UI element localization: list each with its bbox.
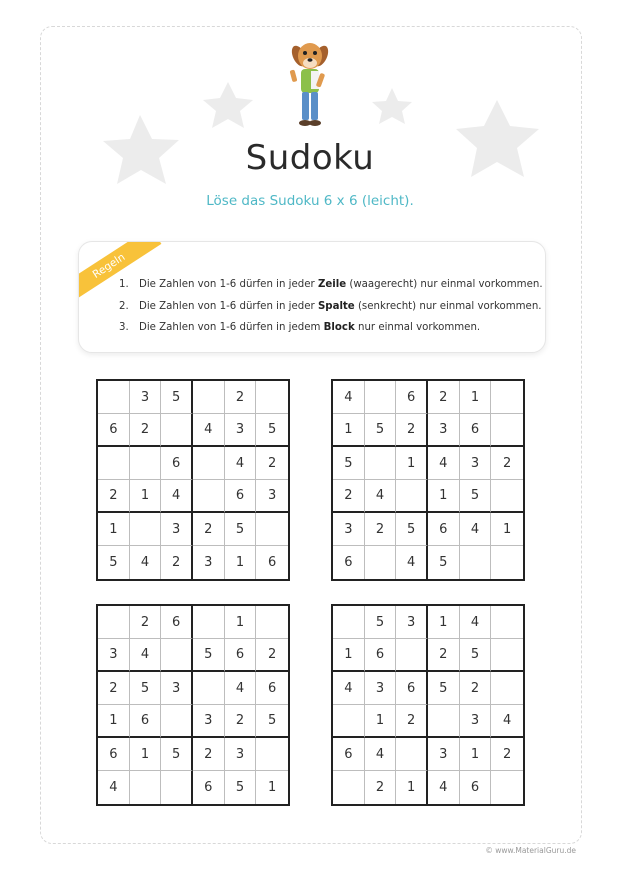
sudoku-cell: 5 (193, 639, 225, 672)
sudoku-cell: 4 (225, 672, 257, 705)
sudoku-cell[interactable] (491, 381, 523, 414)
rule-text: Die Zahlen von 1-6 dürfen in jedem (139, 322, 324, 333)
sudoku-cell[interactable] (193, 480, 225, 513)
sudoku-cell[interactable] (333, 705, 365, 738)
sudoku-cell: 3 (161, 672, 193, 705)
sudoku-cell[interactable] (193, 672, 225, 705)
sudoku-cell: 2 (396, 705, 428, 738)
sudoku-cell[interactable] (396, 480, 428, 513)
sudoku-cell: 2 (491, 447, 523, 480)
rule-text: nur einmal vorkommen. (354, 322, 481, 333)
sudoku-cell: 6 (225, 480, 257, 513)
sudoku-grid-2 (331, 379, 525, 581)
sudoku-cell: 3 (333, 513, 365, 546)
page-subtitle: Löse das Sudoku 6 x 6 (leicht). (206, 193, 414, 209)
sudoku-cell: 2 (365, 513, 397, 546)
sudoku-cell[interactable] (365, 546, 397, 579)
sudoku-grid-1 (96, 379, 290, 581)
sudoku-cell: 5 (256, 705, 288, 738)
sudoku-cell: 3 (225, 738, 257, 771)
sudoku-cell: 5 (256, 414, 288, 447)
sudoku-cell: 4 (130, 639, 162, 672)
sudoku-cell[interactable] (460, 546, 492, 579)
sudoku-cell[interactable] (365, 447, 397, 480)
sudoku-cell: 3 (428, 738, 460, 771)
sudoku-cell: 2 (428, 639, 460, 672)
sudoku-cell: 4 (396, 546, 428, 579)
rule-item (119, 317, 543, 339)
sudoku-cell: 5 (98, 546, 130, 579)
sudoku-cell: 2 (161, 546, 193, 579)
sudoku-cell: 5 (396, 513, 428, 546)
sudoku-cell: 5 (161, 381, 193, 414)
sudoku-cell: 6 (396, 381, 428, 414)
sudoku-cell: 1 (460, 738, 492, 771)
sudoku-grid-3 (96, 604, 290, 806)
sudoku-cell: 3 (396, 606, 428, 639)
sudoku-cell: 5 (225, 513, 257, 546)
sudoku-cell: 6 (161, 447, 193, 480)
sudoku-cell[interactable] (333, 771, 365, 804)
page-title: Sudoku (245, 138, 375, 178)
rule-keyword: Zeile (317, 279, 347, 290)
sudoku-cell: 1 (428, 606, 460, 639)
rule-item (119, 274, 543, 296)
rules-box (78, 241, 546, 353)
sudoku-cell[interactable] (193, 606, 225, 639)
sudoku-cell: 5 (161, 738, 193, 771)
rule-number: 2. (119, 300, 129, 312)
sudoku-cell[interactable] (491, 639, 523, 672)
sudoku-cell: 6 (333, 738, 365, 771)
sudoku-cell: 1 (365, 705, 397, 738)
sudoku-cell: 1 (333, 414, 365, 447)
sudoku-cell: 3 (460, 705, 492, 738)
sudoku-cell[interactable] (130, 447, 162, 480)
sudoku-cell[interactable] (193, 447, 225, 480)
sudoku-cell: 5 (460, 480, 492, 513)
rule-number: 3. (119, 322, 129, 333)
sudoku-cell[interactable] (161, 639, 193, 672)
sudoku-cell: 1 (428, 480, 460, 513)
sudoku-cell: 2 (365, 771, 397, 804)
sudoku-cell: 3 (193, 546, 225, 579)
sudoku-cell: 4 (130, 546, 162, 579)
sudoku-cell: 4 (98, 771, 130, 804)
sudoku-cell: 5 (225, 771, 257, 804)
sudoku-cell: 4 (491, 705, 523, 738)
sudoku-cell[interactable] (161, 705, 193, 738)
sudoku-cell[interactable] (161, 414, 193, 447)
dog-mascot-icon (282, 36, 338, 132)
sudoku-cell: 5 (460, 639, 492, 672)
sudoku-cell: 2 (256, 639, 288, 672)
rule-text: (waagerecht) nur einmal vorkommen. (346, 279, 543, 290)
sudoku-cell: 6 (365, 639, 397, 672)
sudoku-cell[interactable] (491, 771, 523, 804)
sudoku-cell: 1 (130, 738, 162, 771)
sudoku-cell[interactable] (333, 606, 365, 639)
sudoku-cell: 6 (130, 705, 162, 738)
sudoku-cell: 4 (428, 771, 460, 804)
sudoku-cell[interactable] (491, 480, 523, 513)
sudoku-cell: 2 (130, 414, 162, 447)
sudoku-cell: 2 (256, 447, 288, 480)
sudoku-cell: 1 (130, 480, 162, 513)
sudoku-cell[interactable] (256, 606, 288, 639)
sudoku-cell[interactable] (161, 771, 193, 804)
sudoku-cell: 4 (365, 738, 397, 771)
sudoku-cell: 2 (225, 705, 257, 738)
sudoku-cell[interactable] (491, 606, 523, 639)
sudoku-cell: 6 (396, 672, 428, 705)
rules-badge: Regeln (78, 241, 161, 305)
rule-keyword: Spalte (317, 300, 355, 312)
sudoku-cell: 1 (460, 381, 492, 414)
sudoku-cell: 6 (268, 555, 277, 570)
sudoku-cell: 4 (365, 480, 397, 513)
sudoku-cell[interactable] (491, 546, 523, 579)
sudoku-cell: 6 (460, 414, 492, 447)
sudoku-cell: 3 (365, 672, 397, 705)
sudoku-cell: 3 (225, 414, 257, 447)
rule-text: (senkrecht) nur einmal vorkommen. (354, 300, 542, 312)
sudoku-cell[interactable] (98, 447, 130, 480)
rule-text: Die Zahlen von 1-6 dürfen in jeder (139, 300, 318, 312)
rules-list (119, 274, 543, 339)
sudoku-cell: 3 (193, 705, 225, 738)
sudoku-cell: 2 (193, 738, 225, 771)
sudoku-cell: 3 (130, 381, 162, 414)
star-icon (203, 82, 253, 128)
sudoku-cell: 6 (333, 546, 365, 579)
sudoku-cell[interactable] (428, 705, 460, 738)
sudoku-cell: 2 (225, 381, 257, 414)
sudoku-cell[interactable] (98, 606, 130, 639)
sudoku-cell: 1 (225, 546, 257, 579)
sudoku-cell: 2 (491, 738, 523, 771)
sudoku-cell: 6 (161, 606, 193, 639)
sudoku-cell: 6 (193, 771, 225, 804)
rule-keyword: Block (323, 322, 355, 333)
sudoku-grid-4 (331, 604, 525, 806)
rule-text: Die Zahlen von 1-6 dürfen in jeder (139, 279, 318, 290)
sudoku-cell[interactable] (396, 639, 428, 672)
sudoku-cell: 2 (333, 480, 365, 513)
sudoku-cell: 3 (460, 447, 492, 480)
sudoku-cell: 3 (98, 639, 130, 672)
sudoku-cell[interactable] (256, 513, 288, 546)
sudoku-cell: 4 (193, 414, 225, 447)
sudoku-cell: 4 (225, 447, 257, 480)
sudoku-cell[interactable] (365, 381, 397, 414)
sudoku-cell[interactable] (396, 738, 428, 771)
sudoku-cell: 1 (491, 513, 523, 546)
copyright-footer: © www.MaterialGuru.de (485, 846, 576, 855)
sudoku-cell: 1 (396, 771, 428, 804)
sudoku-cell[interactable] (193, 381, 225, 414)
sudoku-cell: 1 (268, 780, 277, 795)
sudoku-cell: 3 (256, 480, 288, 513)
sudoku-cell: 2 (396, 414, 428, 447)
sudoku-cell: 5 (365, 414, 397, 447)
sudoku-cell: 5 (365, 606, 397, 639)
sudoku-cell: 2 (98, 672, 130, 705)
sudoku-cell: 3 (161, 513, 193, 546)
sudoku-cell[interactable] (491, 672, 523, 705)
sudoku-cell[interactable] (98, 381, 130, 414)
sudoku-cell: 5 (428, 672, 460, 705)
sudoku-cell: 2 (193, 513, 225, 546)
star-icon (372, 88, 412, 124)
sudoku-cell: 6 (98, 414, 130, 447)
sudoku-cell: 5 (130, 672, 162, 705)
sudoku-cell: 6 (256, 672, 288, 705)
sudoku-cell: 1 (396, 447, 428, 480)
rule-number: 1. (119, 279, 129, 290)
sudoku-cell: 6 (428, 513, 460, 546)
sudoku-cell: 4 (161, 480, 193, 513)
sudoku-cell: 1 (98, 513, 130, 546)
rule-item (119, 296, 543, 318)
sudoku-cell[interactable] (256, 738, 288, 771)
sudoku-cell: 1 (333, 639, 365, 672)
sudoku-cell: 4 (333, 672, 365, 705)
sudoku-cell: 3 (428, 414, 460, 447)
sudoku-cell: 1 (98, 705, 130, 738)
sudoku-cell: 6 (225, 639, 257, 672)
sudoku-cell: 6 (460, 771, 492, 804)
sudoku-cell: 2 (460, 672, 492, 705)
sudoku-cell: 4 (333, 381, 365, 414)
sudoku-cell: 1 (225, 606, 257, 639)
sudoku-cell: 2 (130, 606, 162, 639)
sudoku-cell: 6 (98, 738, 130, 771)
sudoku-cell: 2 (428, 381, 460, 414)
sudoku-cell[interactable] (491, 414, 523, 447)
sudoku-cell[interactable] (256, 381, 288, 414)
sudoku-cell: 2 (98, 480, 130, 513)
sudoku-cell[interactable] (130, 513, 162, 546)
sudoku-cell: 5 (428, 546, 460, 579)
sudoku-cell: 4 (460, 606, 492, 639)
sudoku-cell: 5 (333, 447, 365, 480)
sudoku-cell[interactable] (130, 771, 162, 804)
sudoku-cell: 4 (428, 447, 460, 480)
sudoku-cell: 4 (460, 513, 492, 546)
